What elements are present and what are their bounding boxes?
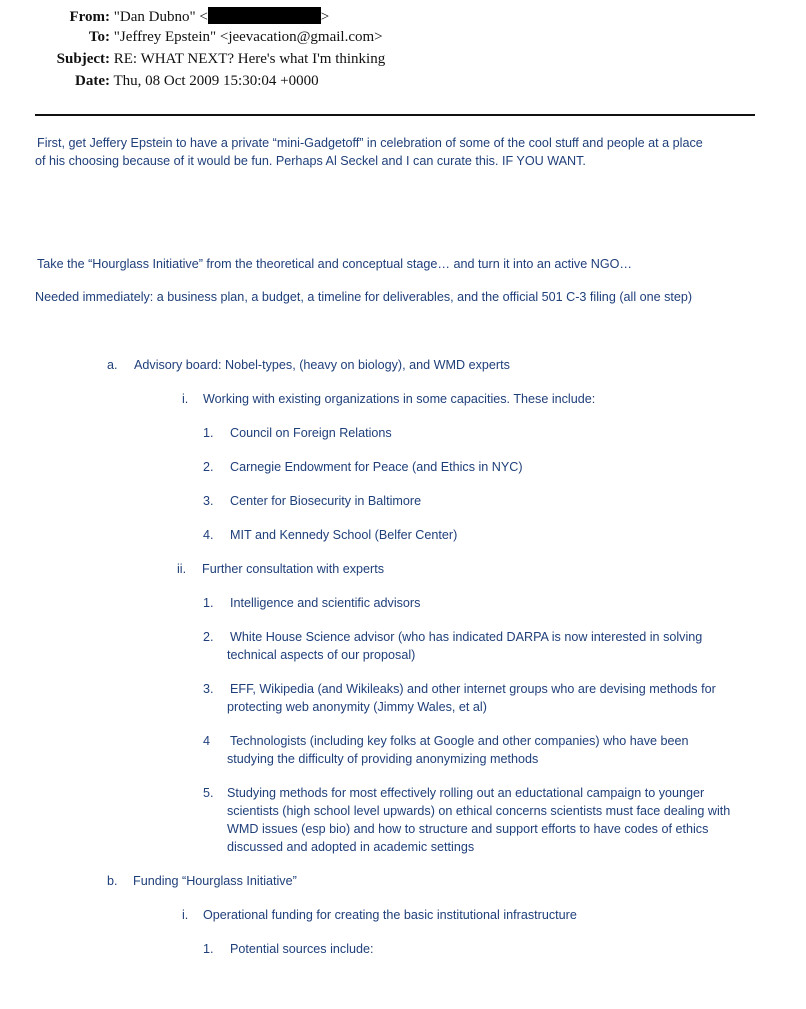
header-divider	[35, 114, 755, 116]
outline-a-i-text: Working with existing organizations in some capacities. These include:	[203, 392, 596, 406]
para1-line1: First, get Jeffery Epstein to have a private “mini-Gadgetoff” in celebration of some of the cool stuff and people at a place	[37, 136, 703, 150]
outline-a-ii-marker: ii.	[177, 562, 187, 576]
from-label: From:	[69, 9, 110, 25]
outline-b-i-marker: i.	[182, 908, 189, 922]
list-item: Studying methods for most effectively rolling out an eductational campaign to younger	[227, 786, 705, 800]
list-item-marker: 3.	[203, 682, 214, 696]
list-item: Carnegie Endowment for Peace (and Ethics in NYC)	[230, 460, 523, 474]
list-item: Intelligence and scientific advisors	[230, 596, 421, 610]
outline-a-marker: a.	[107, 358, 118, 372]
subject-label: Subject:	[56, 51, 110, 67]
to-line	[20, 29, 383, 46]
list-item-continuation: scientists (high school level upwards) on ethical concerns scientists must face dealing with	[227, 804, 731, 818]
list-item: Potential sources include:	[230, 942, 374, 956]
list-item-marker: 5.	[203, 786, 214, 800]
outline-b-marker: b.	[107, 874, 118, 888]
list-item: MIT and Kennedy School (Belfer Center)	[230, 528, 458, 542]
from-line	[20, 7, 329, 26]
subject-value: RE: WHAT NEXT? Here's what I'm thinking	[113, 51, 386, 67]
list-item-marker: 2.	[203, 460, 214, 474]
list-item-marker: 1.	[203, 426, 214, 440]
list-item-marker: 4.	[203, 528, 214, 542]
list-item-continuation: WMD issues (esp bio) and how to structure and support efforts to have codes of ethics	[227, 822, 709, 836]
redaction-box	[208, 7, 321, 24]
to-label: To:	[88, 29, 110, 45]
list-item-marker: 1.	[203, 942, 214, 956]
outline-b-text: Funding “Hourglass Initiative”	[133, 874, 297, 888]
list-item-marker: 2.	[203, 630, 214, 644]
list-item-marker: 3.	[203, 494, 214, 508]
to-value: "Jeffrey Epstein" <jeevacation@gmail.com>	[113, 29, 383, 45]
list-item: Council on Foreign Relations	[230, 426, 392, 440]
outline-a-text: Advisory board: Nobel-types, (heavy on biology), and WMD experts	[134, 358, 510, 372]
list-item-continuation: discussed and adopted in academic settings	[227, 840, 475, 854]
list-item: EFF, Wikipedia (and Wikileaks) and other internet groups who are devising methods for	[230, 682, 716, 696]
list-item-continuation: technical aspects of our proposal)	[227, 648, 416, 662]
para2: Take the “Hourglass Initiative” from the theoretical and conceptual stage… and turn it into an active NGO…	[37, 257, 633, 271]
list-item: White House Science advisor (who has indicated DARPA is now interested in solving	[230, 630, 703, 644]
outline-a-ii-text: Further consultation with experts	[202, 562, 384, 576]
list-item-continuation: studying the difficulty of providing anonymizing methods	[227, 752, 539, 766]
subject-line	[20, 51, 385, 68]
list-item-marker: 4	[203, 734, 211, 748]
para3: Needed immediately: a business plan, a budget, a timeline for deliverables, and the official 501 C-3 filing (all one step)	[35, 290, 693, 304]
list-item: Technologists (including key folks at Google and other companies) who have been	[230, 734, 689, 748]
outline-a-i-marker: i.	[182, 392, 189, 406]
list-item-marker: 1.	[203, 596, 214, 610]
date-value: Thu, 08 Oct 2009 15:30:04 +0000	[113, 73, 319, 89]
outline-b-i-text: Operational funding for creating the basic institutional infrastructure	[203, 908, 577, 922]
list-item-continuation: protecting web anonymity (Jimmy Wales, et al)	[227, 700, 487, 714]
date-line	[20, 73, 319, 90]
date-label: Date:	[75, 73, 110, 89]
list-item: Center for Biosecurity in Baltimore	[230, 494, 422, 508]
from-end: >	[320, 9, 330, 25]
from-value: "Dan Dubno" <	[113, 9, 208, 25]
para1-line2: of his choosing because of it would be fun. Perhaps Al Seckel and I can curate this. IF YOU WANT.	[35, 154, 586, 168]
